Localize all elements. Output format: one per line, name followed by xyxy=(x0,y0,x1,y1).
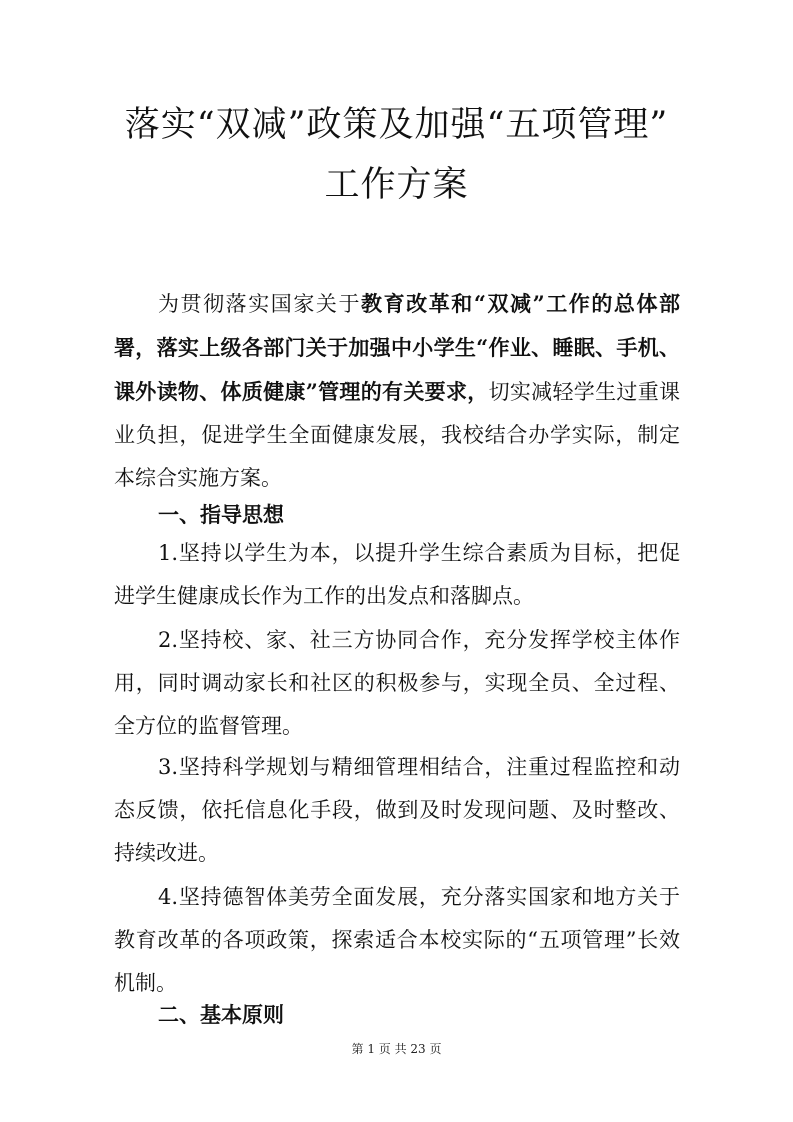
document-title-line-1: 落实“双减”政策及加强“五项管理” xyxy=(124,105,669,145)
intro-text-start: 为贯彻落实国家关于 xyxy=(158,292,362,316)
intro-text-end: 切实减轻学生过重课业负担，促进学生全面健康发展，我校结合办学实际，制定本综合实施方案。 xyxy=(114,380,680,490)
section-heading-guiding-ideology: 一、指导思想 xyxy=(158,504,284,527)
list-item: 4.坚持德智体美劳全面发展，充分落实国家和地方关于教育改革的各项政策，探索适合本校实际的“五项管理”长效机制。 xyxy=(114,885,680,995)
intro-paragraph xyxy=(114,282,680,500)
intro-text-bold: 教育改革和“双减”工作的总体部署，落实上级各部门关于加强中小学生“作业、睡眠、手机、课外读物、体质健康”管理的有关要求， xyxy=(114,291,680,404)
list-item: 2.坚持校、家、社三方协同合作，充分发挥学校主体作用，同时调动家长和社区的积极参与，实现全员、全过程、全方位的监督管理。 xyxy=(114,628,680,738)
list-item: 3.坚持科学规划与精细管理相结合，注重过程监控和动态反馈，依托信息化手段，做到及时发现问题、及时整改、持续改进。 xyxy=(114,755,680,865)
section-heading-basic-principles: 二、基本原则 xyxy=(158,1004,284,1027)
page-number-footer: 第 1 页 共 23 页 xyxy=(351,1042,442,1056)
document-title-line-2: 工作方案 xyxy=(324,165,469,205)
list-item: 1.坚持以学生为本，以提升学生综合素质为目标，把促进学生健康成长作为工作的出发点和落脚点。 xyxy=(114,541,680,608)
